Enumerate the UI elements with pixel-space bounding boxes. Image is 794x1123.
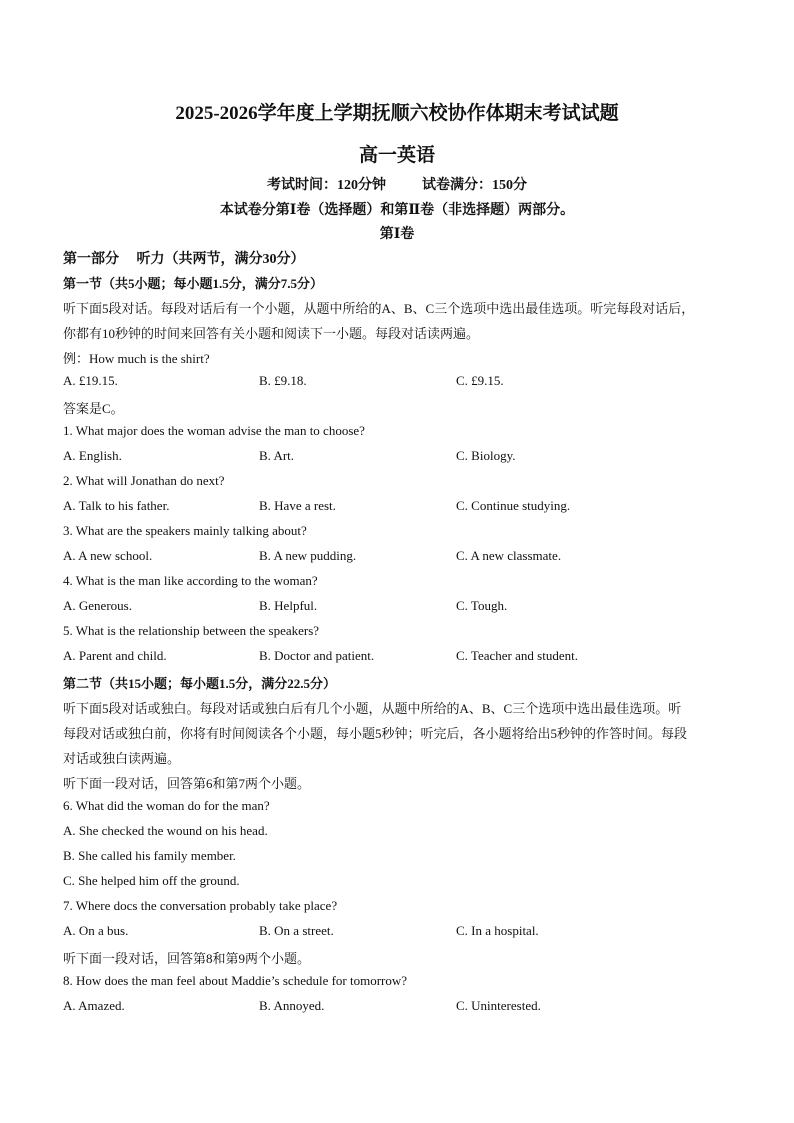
q8-option-b: B. Annoyed. (259, 998, 325, 1013)
question-4: 4. What is the man like according to the woman? (63, 573, 318, 588)
example-option-a: A. £19.15. (63, 373, 118, 388)
q6-option-b: B. She called his family member. (63, 848, 236, 863)
question-5: 5. What is the relationship between the speakers? (63, 623, 320, 638)
exam-info (0, 174, 794, 194)
q4-option-c: C. Tough. (456, 598, 508, 613)
q7-option-c: C. In a hospital. (456, 923, 539, 938)
q5-option-a: A. Parent and child. (63, 648, 167, 663)
q8-option-a: A. Amazed. (63, 998, 125, 1013)
example-option-c: C. £9.15. (456, 373, 504, 388)
subject-title: 高一英语 (358, 145, 435, 166)
q6-option-c: C. She helped him off the ground. (63, 873, 240, 888)
example-answer: 答案是C。 (63, 401, 124, 416)
example-option-b: B. £9.18. (259, 373, 307, 388)
section2-instruction-line: 每段对话或独白前，你将有时间阅读各个小题，每小题5秒钟；听完后，各小题将给出5秒钟的作答时间。每段 (63, 726, 688, 741)
exam-time: 考试时间：120分钟 (267, 178, 386, 193)
q3-option-a: A. A new school. (63, 548, 153, 563)
q7-option-b: B. On a street. (259, 923, 334, 938)
q6-option-a: A. She checked the wound on his head. (63, 823, 268, 838)
q2-option-b: B. Have a rest. (259, 498, 336, 513)
volume-title: 第Ⅰ卷 (379, 227, 415, 242)
section2-instruction-line: 听下面5段对话或独白。每段对话或独白后有几个小题，从题中所给的A、B、C三个选项中选出最佳选项。听 (63, 701, 682, 716)
q4-option-b: B. Helpful. (259, 598, 318, 613)
q2-option-a: A. Talk to his father. (63, 498, 170, 513)
q1-option-a: A. English. (63, 448, 122, 463)
q8-option-c: C. Uninterested. (456, 998, 541, 1013)
q7-option-a: A. On a bus. (63, 923, 129, 938)
question-3: 3. What are the speakers mainly talking about? (63, 523, 307, 538)
section1-heading: 第一节（共5小题；每小题1.5分，满分7.5分） (63, 276, 324, 291)
q3-option-c: C. A new classmate. (456, 548, 562, 563)
q5-option-c: C. Teacher and student. (456, 648, 578, 663)
part1-heading: 第一部分 听力（共两节，满分30分） (63, 252, 305, 267)
example-question: 例：How much is the shirt? (63, 351, 210, 366)
question-6: 6. What did the woman do for the man? (63, 798, 270, 813)
question-2: 2. What will Jonathan do next? (63, 473, 225, 488)
q5-option-b: B. Doctor and patient. (259, 648, 375, 663)
section1-instruction-line: 听下面5段对话。每段对话后有一个小题，从题中所给的A、B、C三个选项中选出最佳选项。听完每段对话后， (63, 301, 695, 316)
section1-instruction-line: 你都有10秒钟的时间来回答有关小题和阅读下一小题。每段对话读两遍。 (63, 326, 480, 341)
group-instruction-8-9: 听下面一段对话，回答第8和第9两个小题。 (63, 951, 311, 966)
question-1: 1. What major does the woman advise the man to choose? (63, 423, 365, 438)
q2-option-c: C. Continue studying. (456, 498, 571, 513)
group-instruction-6-7: 听下面一段对话，回答第6和第7两个小题。 (63, 776, 311, 791)
section2-instruction-line: 对话或独白读两遍。 (63, 751, 181, 766)
q4-option-a: A. Generous. (63, 598, 132, 613)
question-7: 7. Where docs the conversation probably take place? (63, 898, 338, 913)
q1-option-c: C. Biology. (456, 448, 516, 463)
exam-note: 本试卷分第Ⅰ卷（选择题）和第Ⅱ卷（非选择题）两部分。 (219, 203, 575, 218)
exam-title: 2025-2026学年度上学期抚顺六校协作体期末考试试题 (175, 103, 619, 124)
exam-score: 试卷满分：150分 (422, 178, 527, 193)
q3-option-b: B. A new pudding. (259, 548, 357, 563)
q1-option-b: B. Art. (259, 448, 295, 463)
question-8: 8. How does the man feel about Maddie’s schedule for tomorrow? (63, 973, 408, 988)
section2-heading: 第二节（共15小题；每小题1.5分，满分22.5分） (63, 676, 337, 691)
